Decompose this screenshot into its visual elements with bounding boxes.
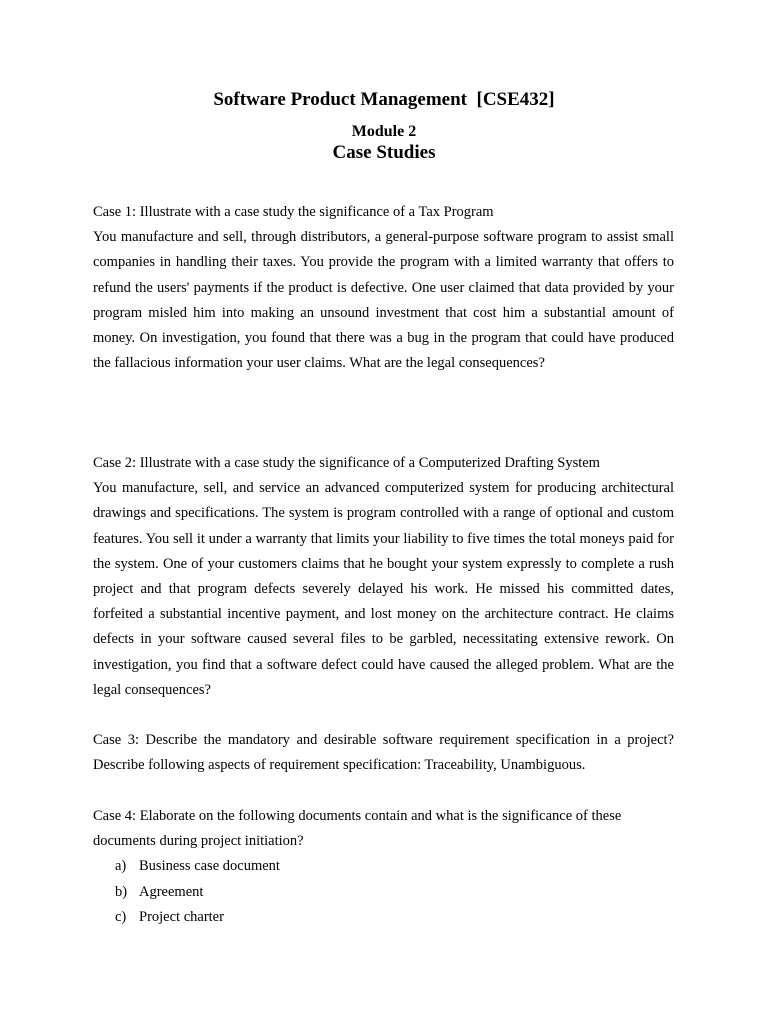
list-item [93,880,674,905]
module-label: Module 2 [351,123,417,140]
document-title: Software Product Management [CSE432] [213,89,555,110]
case-4-heading-continued: documents during project initiation? [93,833,304,850]
case-1-heading: Case 1: Illustrate with a case study the significance of a Tax Program [93,204,494,220]
case-2 [93,451,674,703]
case-4-heading: Case 4: Elaborate on the following documents contain and what is the significance of these [93,808,622,824]
document-subtitle: Case Studies [332,142,436,163]
document-list [93,854,674,930]
list-item [93,905,674,930]
list-marker: b) [115,883,128,900]
list-marker: c) [115,908,127,925]
case-1 [93,200,674,376]
case-2-body: You manufacture, sell, and service an advanced computerized system for producing architectural drawings and specifications. The system is program controlled with a range of optional and custom features. You sell it under a warranty that limits your liability to five times the total moneys paid for the system. One of your customers claims that he bought your system expressly to complete a rush project and that program defects severely delayed his work. He missed his committed dates, forfeited a substantial incentive payment, and lost money on the architecture contract. He claims defects in your software caused several files to be garbled, necessitating extensive rework. On investigation, you find that a software defect could have caused the alleged problem. What are the legal consequences? [93,480,674,698]
list-item-text: Project charter [139,908,224,925]
case-1-body: You manufacture and sell, through distributors, a general-purpose software program to assist small companies in handling their taxes. You provide the program with a limited warranty that offers to refund the users' payments if the product is defective. One user claimed that data provided by your program misled him into making an unsound investment that cost him a substantial amount of money. On investigation, you found that there was a bug in the program that could have produced the fallacious information your user claims. What are the legal consequences? [93,229,674,372]
case-4 [93,804,674,930]
case-3 [93,728,674,778]
case-3-body: Case 3: Describe the mandatory and desirable software requirement specification in a project? Describe following aspects of requirement specification: Traceability, Unambiguous. [93,732,674,774]
list-item [93,854,674,879]
list-item-text: Business case document [139,858,280,875]
case-2-heading: Case 2: Illustrate with a case study the significance of a Computerized Drafting System [93,455,600,471]
list-item-text: Agreement [139,883,204,900]
list-marker: a) [115,858,127,875]
